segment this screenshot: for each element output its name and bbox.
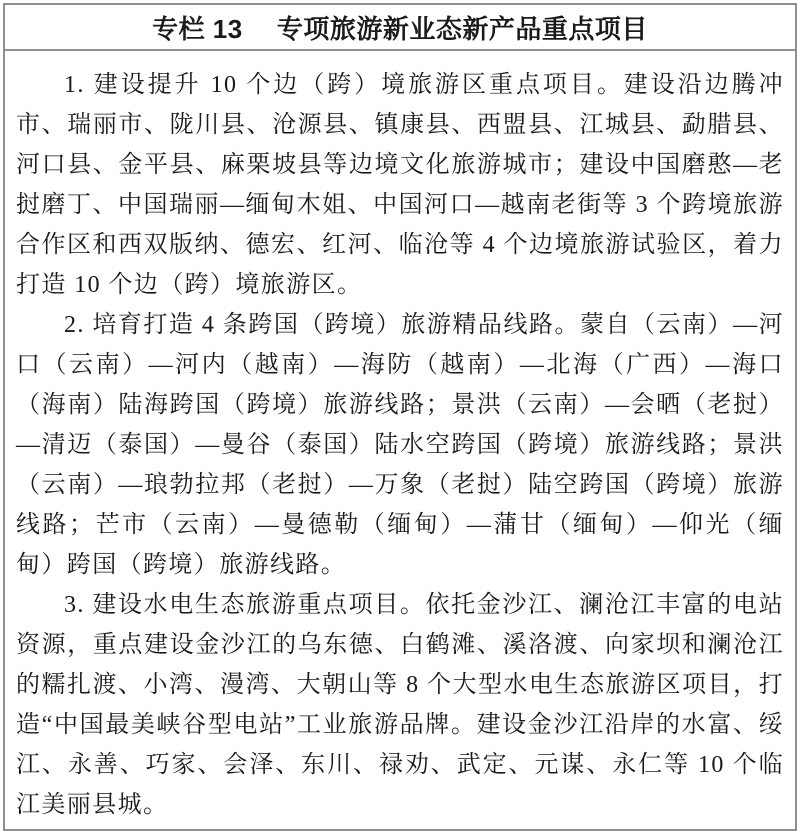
paragraph-hydropower-eco-tourism: 3. 建设水电生态旅游重点项目。依托金沙江、澜沧江丰富的电站资源，重点建设金沙江的乌东德、白鹤滩、溪洛渡、向家坝和澜沧江的糯扎渡、小湾、漫湾、大朝山等 8 个大型水电生态旅游区项目，打造“中国最美峡谷型电站”工业旅游品牌。建设金沙江沿岸的水富、绥江、永善、巧家、会泽、东川、禄劝、武定、元谋、永仁等 10 个临江美丽县城。 <box>16 592 784 818</box>
panel-title: 专栏 13 专项旅游新业态新产品重点项目 <box>152 13 648 44</box>
paragraph-border-tourism-zones: 1. 建设提升 10 个边（跨）境旅游区重点项目。建设沿边腾冲市、瑞丽市、陇川县、沧源县、镇康县、西盟县、江城县、勐腊县、河口县、金平县、麻栗坡县等边境文化旅游城市；建设中国磨憨—老挝磨丁、中国瑞丽—缅甸木姐、中国河口—越南老街等 3 个跨境旅游合作区和西双版纳、德宏、红河、临沧等 4 个边境旅游试验区，着力打造 10 个边（跨）境旅游区。 <box>16 72 784 298</box>
panel-body <box>5 51 795 825</box>
column-box-panel <box>3 3 797 831</box>
paragraph-crossborder-routes: 2. 培育打造 4 条跨国（跨境）旅游精品线路。蒙自（云南）—河口（云南）—河内（越南）—海防（越南）—北海（广西）—海口（海南）陆海跨国（跨境）旅游线路；景洪（云南）—会晒（老挝）—清迈（泰国）—曼谷（泰国）陆水空跨国（跨境）旅游线路；景洪（云南）—琅勃拉邦（老挝）—万象（老挝）陆空跨国（跨境）旅游线路；芒市（云南）—曼德勒（缅甸）—蒲甘（缅甸）—仰光（缅甸）跨国（跨境）旅游线路。 <box>16 312 784 578</box>
panel-title-row <box>5 5 795 51</box>
